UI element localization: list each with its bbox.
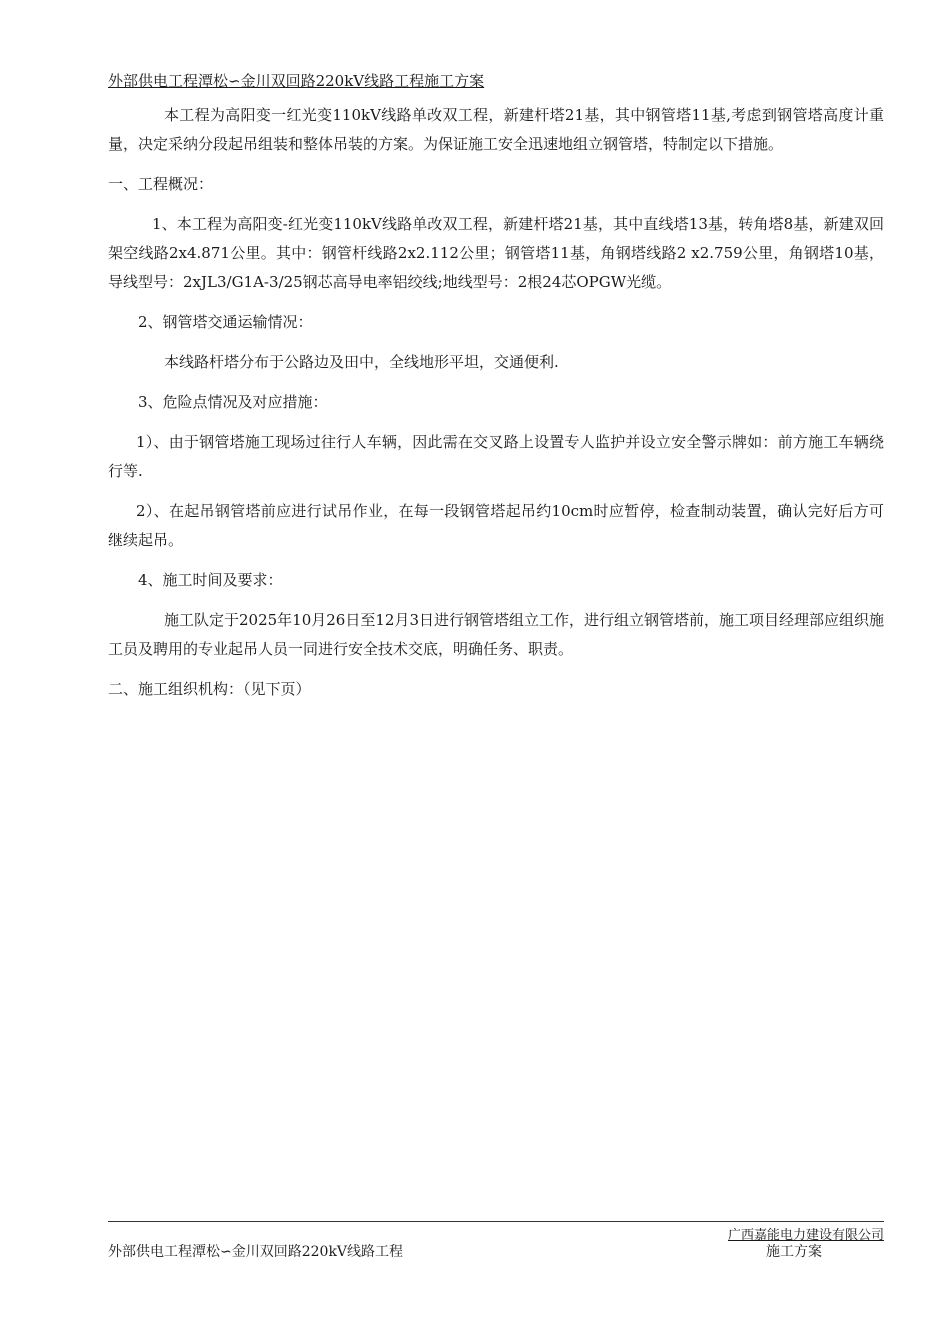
document-body (108, 101, 884, 715)
intro-paragraph: 本工程为高阳变一红光变110kV线路单改双工程，新建杆塔21基，其中钢管塔11基,考虑到钢管塔高度计重量，决定采纳分段起吊组装和整体吊装的方案。为保证施工安全迅速地组立钢管塔，特制定以下措施。 (108, 106, 884, 153)
hazard-measure-2: 2）、在起吊钢管塔前应进行试吊作业，在每一段钢管塔起吊约10cm时应暂停，检查制动装置，确认完好后方可继续起吊。 (108, 502, 884, 549)
overview-item-2-text: 本线路杆塔分布于公路边及田中，全线地形平坦，交通便利. (164, 353, 559, 371)
footer-divider (108, 1221, 884, 1222)
overview-item-4-text: 施工队定于2025年10月26日至12月3日进行钢管塔组立工作，进行组立钢管塔前，施工项目经理部应组织施工员及聘用的专业起吊人员一同进行安全技术交底，明确任务、职责。 (108, 611, 884, 658)
section-2-heading: 二、施工组织机构：（见下页） (108, 680, 311, 698)
hazard-measure-1: 1）、由于钢管塔施工现场过往行人车辆，因此需在交叉路上设置专人监护并设立安全警示牌如：前方施工车辆绕行等. (108, 433, 884, 480)
section-1-heading: 一、工程概况： (108, 175, 214, 193)
overview-item-1: 1、本工程为高阳变-红光变110kV线路单改双工程，新建杆塔21基，其中直线塔13基，转角塔8基，新建双回架空线路2x4.871公里。其中：钢管杆线路2x2.112公里；钢管塔11基，角钢塔线路2 x2.759公里，角钢塔10基，导线型号：2xJL3/G1A-3/25钢芯高导电率铝绞线;地线型号：2根24芯OPGW光缆。 (108, 215, 884, 291)
footer-project-name: 外部供电工程潭松∽金川双回路220kV线路工程 (108, 1244, 404, 1260)
footer-document-type: 施工方案 (766, 1244, 822, 1260)
document-header-title: 外部供电工程潭松∽金川双回路220kV线路工程施工方案 (108, 72, 485, 90)
overview-item-2-heading: 2、钢管塔交通运输情况： (138, 313, 313, 331)
footer-company-name: 广西嘉能电力建设有限公司 (727, 1228, 884, 1243)
overview-item-3-heading: 3、危险点情况及对应措施： (138, 393, 328, 411)
overview-item-4-heading: 4、施工时间及要求： (138, 571, 283, 589)
